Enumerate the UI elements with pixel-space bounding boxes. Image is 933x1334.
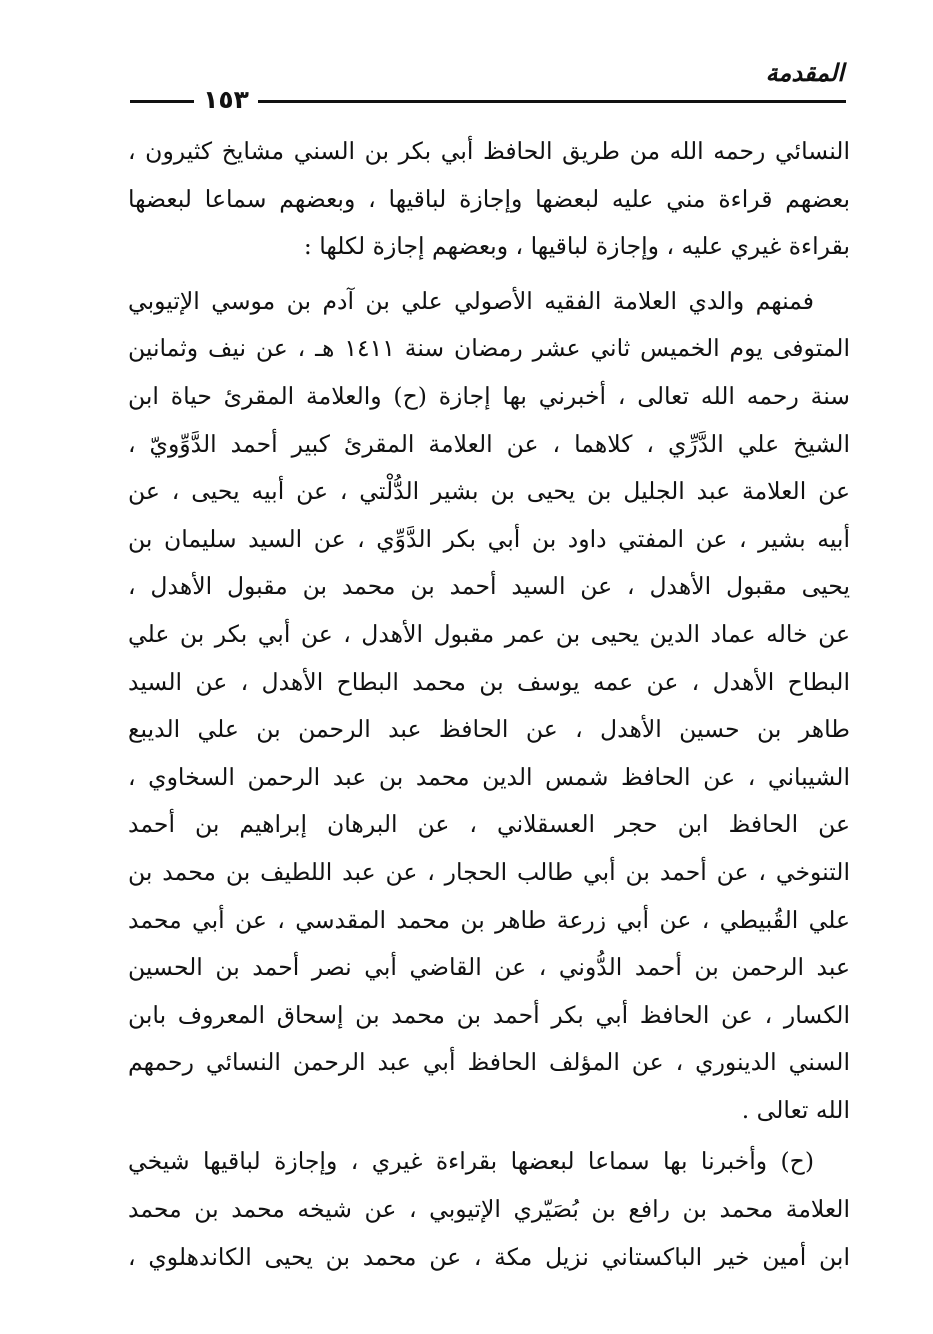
text-line: البطاح الأهدل ، عن عمه يوسف بن محمد البطاح الأهدل ، عن السيد	[128, 667, 850, 696]
text-line: التنوخي ، عن أحمد بن أبي طالب الحجار ، عن عبد اللطيف بن محمد بن	[128, 857, 850, 886]
text-line: يحيى مقبول الأهدل ، عن السيد أحمد بن محمد بن مقبول الأهدل ،	[128, 572, 850, 601]
text-line: عن الحافظ ابن حجر العسقلاني ، عن البرهان إبراهيم بن أحمد	[128, 810, 850, 839]
text-line: عن خاله عماد الدين يحيى بن عمر مقبول الأهدل ، عن أبي بكر بن علي	[128, 619, 850, 648]
page-number: ١٥٣	[203, 85, 249, 114]
text-line: المتوفى يوم الخميس ثاني عشر رمضان سنة ١٤١١ هـ ، عن نيف وثمانين	[128, 334, 850, 363]
running-title: المقدمة	[765, 59, 844, 87]
page-header	[128, 58, 850, 114]
header-rule-left	[130, 100, 194, 103]
paragraph-2	[128, 278, 850, 1135]
text-line: عبد الرحمن بن أحمد الدُّوني ، عن القاضي أبي نصر أحمد بن الحسين	[128, 953, 850, 982]
text-line: السني الدينوري ، عن المؤلف الحافظ أبي عبد الرحمن النسائي رحمهم	[128, 1048, 850, 1077]
text-line: طاهر بن حسين الأهدل ، عن الحافظ عبد الرحمن بن علي الديبع	[128, 715, 850, 744]
paragraph-1	[128, 128, 850, 271]
text-line: فمنهم والدي العلامة الفقيه الأصولي علي بن آدم بن موسي الإتيوبي	[128, 286, 814, 315]
text-line: بعضهم قراءة مني عليه لبعضها وإجازة لباقيها ، وبعضهم سماعا لبعضها	[128, 184, 850, 213]
text-line: بقراءة غيري عليه ، وإجازة لباقيها ، وبعضهم إجازة لكلها :	[303, 232, 850, 261]
text-line: الشيخ علي الدَّرِّي ، كلاهما ، عن العلامة المقرئ كبير أحمد الدَّوِّويّ ،	[128, 429, 850, 458]
text-line: الكسار ، عن الحافظ أبي بكر أحمد بن محمد بن إسحاق المعروف بابن	[128, 1000, 850, 1029]
text-line: عن العلامة عبد الجليل بن يحيى بن بشير الدُّلْتي ، عن أبيه يحيى ، عن	[128, 477, 850, 506]
body-text	[128, 128, 850, 1281]
text-line: العلامة محمد بن رافع بن بُصَيّري الإتيوبي ، عن شيخه محمد بن محمد	[128, 1195, 850, 1224]
text-line: سنة رحمه الله تعالى ، أخبرني بها إجازة (ح) والعلامة المقرئ حياة ابن	[128, 381, 850, 410]
text-line: الشيباني ، عن الحافظ شمس الدين محمد بن عبد الرحمن السخاوي ،	[128, 762, 850, 791]
header-rule-right	[258, 100, 846, 103]
text-line: أبيه بشير ، عن المفتي داود بن أبي بكر الدَّوِّي ، عن السيد سليمان بن	[128, 524, 850, 553]
text-line: ابن أمين خير الباكستاني نزيل مكة ، عن محمد بن يحيى الكاندهلوي ،	[128, 1242, 850, 1271]
text-line: النسائي رحمه الله من طريق الحافظ أبي بكر بن السني مشايخ كثيرون ،	[128, 137, 850, 165]
text-line: علي القُبيطي ، عن أبي زرعة طاهر بن محمد المقدسي ، عن أبي محمد	[128, 905, 850, 934]
text-line: الله تعالى .	[741, 1095, 850, 1124]
text-line: (ح) وأخبرنا بها سماعا لبعضها بقراءة غيري ، وإجازة لباقيها شيخي	[128, 1147, 814, 1176]
paragraph-3	[128, 1138, 850, 1281]
